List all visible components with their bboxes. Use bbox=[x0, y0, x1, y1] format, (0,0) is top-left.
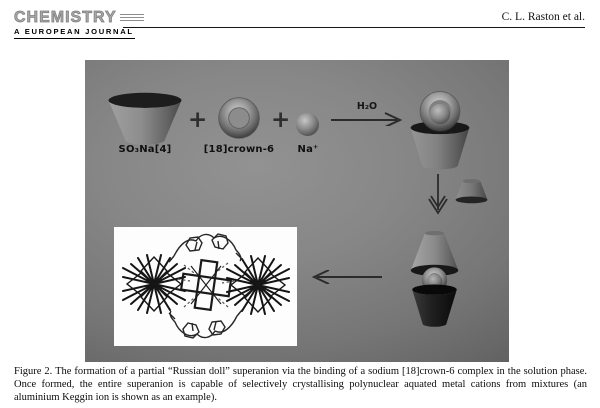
journal-logo-top bbox=[14, 10, 144, 25]
calixarene-molecule-top bbox=[169, 234, 242, 262]
crystal-structure-inset bbox=[114, 227, 297, 346]
header-rule bbox=[123, 27, 585, 28]
calixarene-molecule-bottom bbox=[169, 310, 242, 338]
right-arrow-icon bbox=[331, 112, 403, 126]
calixarene-cup-icon bbox=[107, 92, 183, 146]
down-arrow-icon bbox=[428, 174, 448, 216]
capping-calixarene-icon bbox=[452, 177, 491, 205]
left-arrow-icon bbox=[312, 270, 382, 284]
journal-logo bbox=[14, 10, 144, 39]
reaction-condition-label: H₂O bbox=[356, 101, 378, 112]
russian-doll-superanion-icon bbox=[401, 228, 468, 332]
calixarene-label: SO₃Na[4] bbox=[118, 144, 172, 155]
figure-panel bbox=[85, 60, 509, 362]
sodium-sphere-icon bbox=[295, 112, 320, 137]
crown-ether-ring-icon bbox=[216, 95, 262, 141]
crystal-structure-image bbox=[114, 227, 297, 346]
crown-ether-label: [18]crown-6 bbox=[203, 144, 275, 155]
reaction-arrow-group bbox=[331, 101, 403, 126]
keggin-cluster-left bbox=[123, 255, 185, 313]
crown-sodium-calixarene-complex-icon bbox=[403, 87, 477, 171]
authors-text: C. L. Raston et al. bbox=[501, 11, 585, 23]
plus-icon: + bbox=[188, 107, 208, 133]
plus-icon: + bbox=[271, 107, 291, 133]
journal-subtitle: A EUROPEAN JOURNAL bbox=[14, 26, 135, 39]
figure-caption: Figure 2. The formation of a partial “Russian doll” superanion via the binding of a sodium [18]crown-6 complex in the solution phase. Once formed, the entire superanion is capable of selectively crystallising polynuclear aquated metal cations from mixtures (an aluminium Keggin ion is shown as an example). bbox=[14, 366, 587, 403]
keggin-cluster-right bbox=[227, 256, 289, 314]
sodium-label: Na⁺ bbox=[297, 144, 319, 155]
journal-name: CHEMISTRY bbox=[14, 9, 117, 26]
logo-lines-icon bbox=[120, 12, 144, 23]
